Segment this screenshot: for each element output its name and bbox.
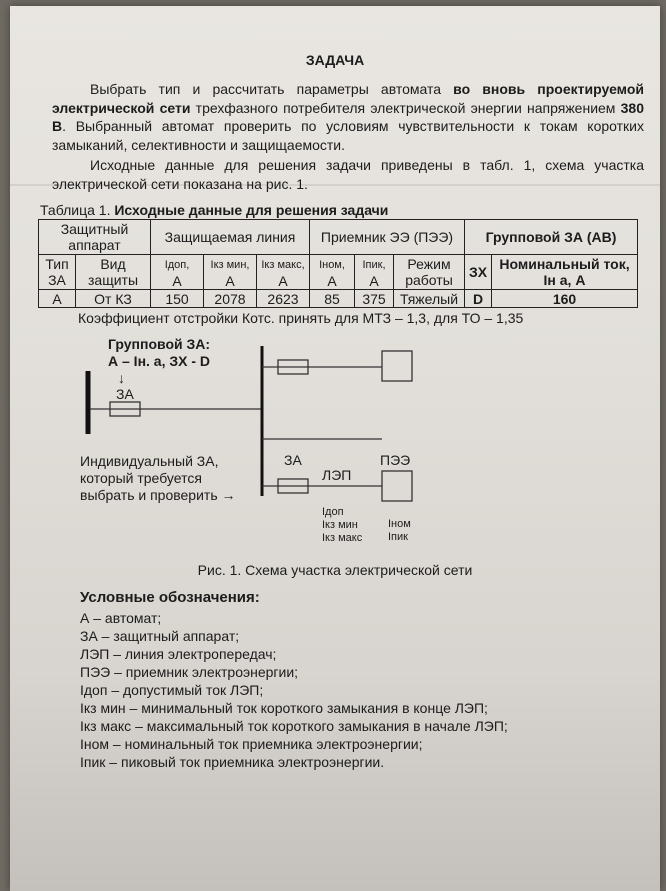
table-cell: Тяжелый: [394, 290, 465, 308]
load-current-labels: Iном Iпик: [388, 518, 411, 543]
group-header: Приемник ЭЭ (ПЭЭ): [310, 220, 465, 255]
individual-label-2: который требуется: [80, 470, 202, 486]
arrow-down-icon: ↓: [118, 370, 125, 386]
table-cell: 160: [492, 290, 638, 308]
group-header: Защитный аппарат: [39, 220, 151, 255]
table-cell: А: [39, 290, 76, 308]
legend-item: Iкз макс – максимальный ток короткого замыкания в начале ЛЭП;: [80, 718, 508, 734]
legend-item: ЛЭП – линия электропередач;: [80, 646, 277, 662]
column-header: Iдоп, A: [151, 255, 204, 290]
column-header: Режим работы: [394, 255, 465, 290]
figure-caption: Рис. 1. Схема участка электрической сети: [197, 562, 473, 578]
page-title: ЗАДАЧА: [305, 52, 365, 68]
task-paragraph: Выбрать тип и рассчитать параметры автомата во вновь проектируемой электрической сети трехфазного потребителя электрической энергии напряжением 380 В. Выбранный автомат проверить по условиям чувствительности к токам коротких замыканий, селективности и защищаемости.: [52, 81, 644, 153]
legend-item: ПЭЭ – приемник электроэнергии;: [80, 664, 299, 680]
table-caption: Таблица 1. Исходные данные для решения задачи: [40, 202, 389, 218]
column-header: Номинальный ток, Iн а, А: [492, 255, 638, 290]
line-current-labels: Iдоп Iкз мин Iкз макс: [322, 506, 363, 544]
bottom-load: [382, 471, 412, 501]
column-header: Вид защиты: [76, 255, 151, 290]
lep-label: ЛЭП: [322, 467, 352, 483]
individual-label-1: Индивидуальный ЗА,: [80, 453, 219, 469]
group-label-title: Групповой ЗА:: [108, 336, 211, 352]
column-header: Iном, A: [310, 255, 355, 290]
table-cell: От КЗ: [76, 290, 151, 308]
pee-label: ПЭЭ: [380, 452, 411, 468]
legend-item: Iдоп – допустимый ток ЛЭП;: [80, 682, 264, 698]
legend-title: Условные обозначения:: [80, 589, 260, 606]
legend-item: Iкз мин – минимальный ток короткого замыкания в конце ЛЭП;: [80, 700, 488, 716]
table-cell: 85: [310, 290, 355, 308]
column-header: Iпик, A: [355, 255, 394, 290]
za-mid-label: ЗА: [284, 452, 302, 468]
column-header: Тип ЗА: [39, 255, 76, 290]
table-cell: 2623: [257, 290, 310, 308]
column-header: Iкз макс, A: [257, 255, 310, 290]
coefficient-note: Коэффициент отстройки Котс. принять для МТЗ – 1,3, для ТО – 1,35: [78, 310, 524, 326]
group-label-params: А – Iн. а, ЗХ - D: [108, 353, 211, 369]
legend-item: Iном – номинальный ток приемника электроэнергии;: [80, 736, 423, 752]
column-header: ЗХ: [465, 255, 492, 290]
group-header: Защищаемая линия: [151, 220, 310, 255]
source-paragraph: Исходные данные для решения задачи приведены в табл. 1, схема участка электрической сети показана на рис. 1.: [52, 157, 644, 192]
legend-item: Iпик – пиковый ток приемника электроэнергии.: [80, 754, 385, 770]
top-load: [382, 351, 412, 381]
group-header: Групповой ЗА (АВ): [465, 220, 638, 255]
table-cell: 375: [355, 290, 394, 308]
legend-item: ЗА – защитный аппарат;: [80, 628, 240, 644]
za-top-label: ЗА: [116, 386, 134, 402]
table-cell: 2078: [204, 290, 257, 308]
paper-sheet: [10, 6, 660, 891]
individual-label-3: выбрать и проверить →: [80, 487, 236, 503]
legend-item: А – автомат;: [80, 610, 162, 626]
table-cell: 150: [151, 290, 204, 308]
table-cell: D: [465, 290, 492, 308]
column-header: Iкз мин, A: [204, 255, 257, 290]
